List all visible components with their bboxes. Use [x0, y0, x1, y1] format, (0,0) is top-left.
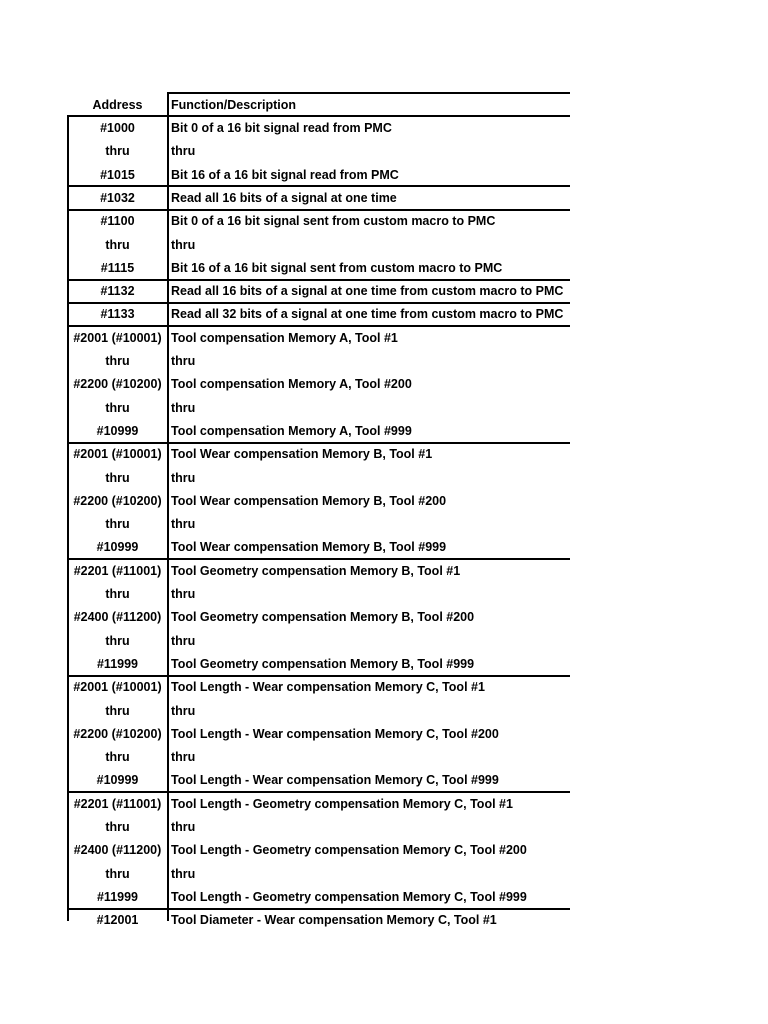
description-cell: Tool Diameter - Wear compensation Memory C, Tool #1: [171, 913, 497, 928]
address-cell: #1115: [100, 260, 135, 275]
address-cell: #1133: [100, 307, 135, 322]
address-cell: #11999: [96, 656, 139, 671]
address-cell: #10999: [96, 423, 139, 438]
description-cell: thru: [171, 400, 196, 415]
address-cell: #2001 (#10001): [73, 447, 162, 462]
header-top-border: [167, 92, 570, 94]
description-cell: Bit 0 of a 16 bit signal read from PMC: [171, 121, 392, 135]
description-cell: thru: [171, 517, 196, 532]
description-cell: thru: [171, 703, 196, 718]
address-cell: #10999: [96, 773, 139, 788]
address-cell: #2400 (#11200): [73, 843, 162, 858]
address-cell: #2201 (#11001): [73, 563, 162, 578]
description-cell: thru: [171, 470, 196, 485]
address-cell: thru: [105, 144, 130, 159]
left-table-border: [67, 115, 69, 921]
address-cell: thru: [105, 633, 130, 648]
address-cell: thru: [105, 400, 130, 415]
description-cell: thru: [171, 354, 196, 368]
description-cell: thru: [171, 587, 196, 601]
header-column-divider: [167, 92, 169, 116]
description-cell: thru: [171, 237, 196, 252]
address-cell: #12001: [96, 913, 139, 928]
address-cell: #2001 (#10001): [73, 330, 162, 345]
description-cell: thru: [171, 633, 196, 648]
address-cell: #2201 (#11001): [73, 796, 162, 811]
address-cell: thru: [105, 517, 130, 532]
address-cell: thru: [105, 750, 130, 765]
description-cell: Tool Length - Wear compensation Memory C, Tool #1: [171, 680, 485, 695]
address-cell: #2400 (#11200): [73, 610, 162, 625]
description-cell: Read all 16 bits of a signal at one time: [171, 190, 397, 205]
address-cell: #2001 (#10001): [73, 680, 162, 695]
address-cell: thru: [105, 587, 130, 601]
description-cell: Tool Geometry compensation Memory B, Tool #999: [171, 656, 475, 671]
description-cell: Tool compensation Memory A, Tool #1: [171, 330, 398, 345]
address-cell: thru: [105, 820, 130, 834]
description-cell: thru: [171, 866, 196, 881]
description-cell: Tool Length - Wear compensation Memory C, Tool #200: [171, 726, 499, 741]
description-cell: Tool Length - Geometry compensation Memory C, Tool #200: [171, 843, 527, 858]
description-cell: Tool Length - Geometry compensation Memory C, Tool #999: [171, 889, 527, 904]
description-cell: Bit 16 of a 16 bit signal read from PMC: [171, 167, 399, 182]
description-cell: thru: [171, 144, 196, 159]
description-cell: Tool Geometry compensation Memory B, Tool #200: [171, 610, 475, 625]
description-cell: Tool Length - Wear compensation Memory C, Tool #999: [171, 773, 499, 788]
address-column-header: Address: [92, 98, 143, 112]
description-cell: Tool Wear compensation Memory B, Tool #200: [171, 493, 447, 508]
description-cell: Tool compensation Memory A, Tool #999: [171, 423, 412, 438]
description-cell: thru: [171, 750, 196, 765]
address-cell: #1100: [100, 214, 135, 229]
description-cell: Read all 32 bits of a signal at one time from custom macro to PMC: [171, 307, 564, 322]
address-cell: #11999: [96, 889, 139, 904]
description-cell: Tool Wear compensation Memory B, Tool #999: [171, 540, 447, 555]
address-cell: thru: [105, 703, 130, 718]
address-cell: thru: [105, 866, 130, 881]
description-cell: Bit 16 of a 16 bit signal sent from custom macro to PMC: [171, 260, 503, 275]
description-cell: Bit 0 of a 16 bit signal sent from custom macro to PMC: [171, 214, 496, 229]
description-cell: Tool Length - Geometry compensation Memory C, Tool #1: [171, 796, 513, 811]
function-column-header: Function/Description: [171, 98, 296, 112]
address-cell: #2200 (#10200): [73, 726, 162, 741]
address-cell: #1015: [100, 167, 135, 182]
address-cell: #2200 (#10200): [73, 377, 162, 392]
address-cell: #1132: [100, 284, 135, 299]
address-cell: #1032: [100, 190, 135, 205]
address-cell: #1000: [100, 121, 135, 135]
address-cell: #2200 (#10200): [73, 493, 162, 508]
description-cell: Read all 16 bits of a signal at one time from custom macro to PMC: [171, 284, 564, 299]
description-cell: Tool Wear compensation Memory B, Tool #1: [171, 447, 433, 462]
address-column-divider: [167, 115, 169, 921]
description-cell: thru: [171, 820, 196, 834]
address-cell: thru: [105, 470, 130, 485]
address-cell: #10999: [96, 540, 139, 555]
address-cell: thru: [105, 354, 130, 368]
address-cell: thru: [105, 237, 130, 252]
description-cell: Tool compensation Memory A, Tool #200: [171, 377, 412, 392]
description-cell: Tool Geometry compensation Memory B, Tool #1: [171, 563, 461, 578]
